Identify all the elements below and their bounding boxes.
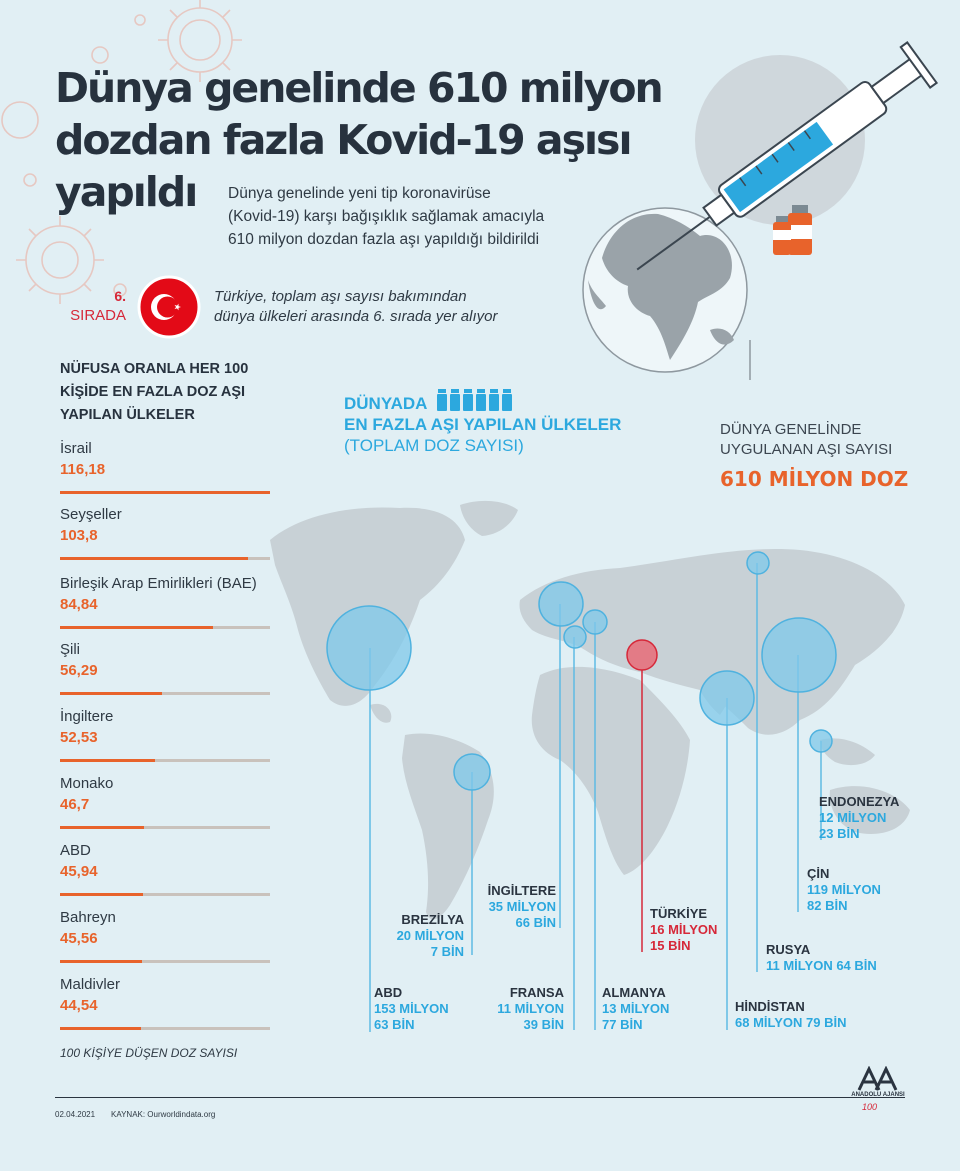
title-line: Dünya genelinde 610 milyon bbox=[55, 64, 662, 112]
country-name: Monako bbox=[60, 775, 114, 792]
bubble-brezilya bbox=[454, 754, 490, 790]
bubble-fransa bbox=[564, 626, 586, 648]
country-value: 45,56 bbox=[60, 930, 98, 947]
top-heading-line: EN FAZLA AŞI YAPILAN ÜLKELER bbox=[344, 415, 622, 434]
label-value: 11 MİLYON 64 BİN bbox=[766, 958, 877, 973]
label-value: 13 MİLYON bbox=[602, 1001, 670, 1016]
label-value: 153 MİLYON bbox=[374, 1001, 449, 1016]
label-value: 16 MİLYON bbox=[650, 922, 718, 937]
subtitle-line: (Kovid-19) karşı bağışıklık sağlamak amacıyla bbox=[228, 208, 545, 225]
world-total-label: UYGULANAN AŞI SAYISI bbox=[720, 441, 893, 458]
anniversary-mark: 100 bbox=[862, 1102, 878, 1112]
per-100-heading-line: KİŞİDE EN FAZLA DOZ AŞI bbox=[60, 384, 246, 400]
subtitle-line: Dünya genelinde yeni tip koronavirüse bbox=[228, 185, 491, 202]
bubble-rusya bbox=[747, 552, 769, 574]
country-name: İsrail bbox=[60, 440, 92, 457]
bubble-ingiltere bbox=[539, 582, 583, 626]
label-abd bbox=[374, 985, 449, 1033]
label-rusya bbox=[766, 942, 877, 974]
aa-logo-icon bbox=[856, 1066, 900, 1092]
country-name: ABD bbox=[60, 842, 91, 859]
country-name: İngiltere bbox=[60, 708, 114, 725]
bubble-endonezya bbox=[810, 730, 832, 752]
label-brezilya bbox=[380, 912, 464, 960]
rank-number: 6. bbox=[114, 288, 126, 304]
label-value: 119 MİLYON bbox=[807, 882, 881, 897]
country-value: 46,7 bbox=[60, 796, 90, 813]
country-value: 103,8 bbox=[60, 527, 98, 544]
label-value: 23 BİN bbox=[819, 826, 860, 841]
country-value: 84,84 bbox=[60, 596, 98, 613]
label-value: 11 MİLYON bbox=[497, 1001, 564, 1016]
label-value: 15 BİN bbox=[650, 938, 691, 953]
per-100-footnote: 100 KİŞİYE DÜŞEN DOZ SAYISI bbox=[60, 1046, 238, 1060]
vial-row-icon bbox=[437, 389, 513, 411]
label-value: 68 MİLYON 79 BİN bbox=[735, 1015, 847, 1030]
bubble-cin bbox=[762, 618, 836, 692]
label-name: TÜRKİYE bbox=[650, 906, 708, 921]
agency-name: ANADOLU AJANSI bbox=[851, 1092, 905, 1098]
country-value: 52,53 bbox=[60, 729, 98, 746]
world-total-value: 610 MİLYON DOZ bbox=[720, 467, 909, 491]
bubble-almanya bbox=[583, 610, 607, 634]
bubble-turkiye bbox=[627, 640, 657, 670]
rank-note-line: Türkiye, toplam aşı sayısı bakımından bbox=[214, 288, 467, 305]
country-value: 56,29 bbox=[60, 662, 98, 679]
footer-date: 02.04.2021 bbox=[55, 1110, 96, 1119]
label-value: 12 MİLYON bbox=[819, 810, 887, 825]
country-name: Maldivler bbox=[60, 976, 121, 993]
title-line: yapıldı bbox=[55, 168, 197, 216]
top-heading-line: DÜNYADA bbox=[344, 394, 428, 413]
top-heading-line: (TOPLAM DOZ SAYISI) bbox=[344, 436, 524, 455]
per-100-heading-line: YAPILAN ÜLKELER bbox=[60, 407, 195, 423]
title-line: dozdan fazla Kovid-19 aşısı bbox=[55, 116, 631, 164]
world-total-label: DÜNYA GENELİNDE bbox=[720, 421, 862, 438]
label-name: HİNDİSTAN bbox=[735, 999, 805, 1014]
subtitle-line: 610 milyon dozdan fazla aşı yapıldığı bildirildi bbox=[228, 231, 540, 248]
label-fransa bbox=[480, 985, 564, 1033]
per-100-heading-line: NÜFUSA ORANLA HER 100 bbox=[60, 361, 249, 377]
label-name: ALMANYA bbox=[602, 985, 666, 1000]
label-name: RUSYA bbox=[766, 942, 811, 957]
label-ingiltere bbox=[470, 883, 556, 931]
label-value: 20 MİLYON bbox=[396, 928, 464, 943]
label-value: 39 BİN bbox=[523, 1017, 564, 1032]
label-value: 66 BİN bbox=[515, 915, 556, 930]
country-name: Bahreyn bbox=[60, 909, 116, 926]
country-value: 44,54 bbox=[60, 997, 98, 1014]
bubble-abd bbox=[327, 606, 411, 690]
rank-label: SIRADA bbox=[70, 307, 126, 324]
country-name: Seyşeller bbox=[60, 506, 122, 523]
label-value: 7 BİN bbox=[430, 944, 464, 959]
label-hindistan bbox=[735, 999, 847, 1031]
label-almanya bbox=[602, 985, 669, 1033]
label-endonezya bbox=[819, 794, 899, 842]
country-name: Birleşik Arap Emirlikleri (BAE) bbox=[60, 575, 257, 592]
country-name: Şili bbox=[60, 641, 81, 658]
label-value: 35 MİLYON bbox=[488, 899, 556, 914]
footer-source: KAYNAK: Ourworldindata.org bbox=[111, 1110, 216, 1119]
world-total bbox=[720, 420, 910, 489]
country-value: 116,18 bbox=[60, 461, 106, 478]
label-name: ENDONEZYA bbox=[819, 794, 900, 809]
rank-note-line: dünya ülkeleri arasında 6. sırada yer alıyor bbox=[214, 308, 498, 325]
label-name: ABD bbox=[374, 985, 403, 1000]
label-turkiye bbox=[650, 906, 717, 954]
label-name: FRANSA bbox=[509, 985, 564, 1000]
label-name: İNGİLTERE bbox=[487, 883, 556, 898]
label-name: BREZİLYA bbox=[401, 912, 464, 927]
country-value: 45,94 bbox=[60, 863, 98, 880]
bubble-hindistan bbox=[700, 671, 754, 725]
label-value: 63 BİN bbox=[374, 1017, 415, 1032]
footer-divider bbox=[55, 1097, 905, 1098]
label-cin bbox=[807, 866, 881, 914]
label-name: ÇİN bbox=[807, 866, 830, 881]
label-value: 77 BİN bbox=[602, 1017, 643, 1032]
label-value: 82 BİN bbox=[807, 898, 848, 913]
